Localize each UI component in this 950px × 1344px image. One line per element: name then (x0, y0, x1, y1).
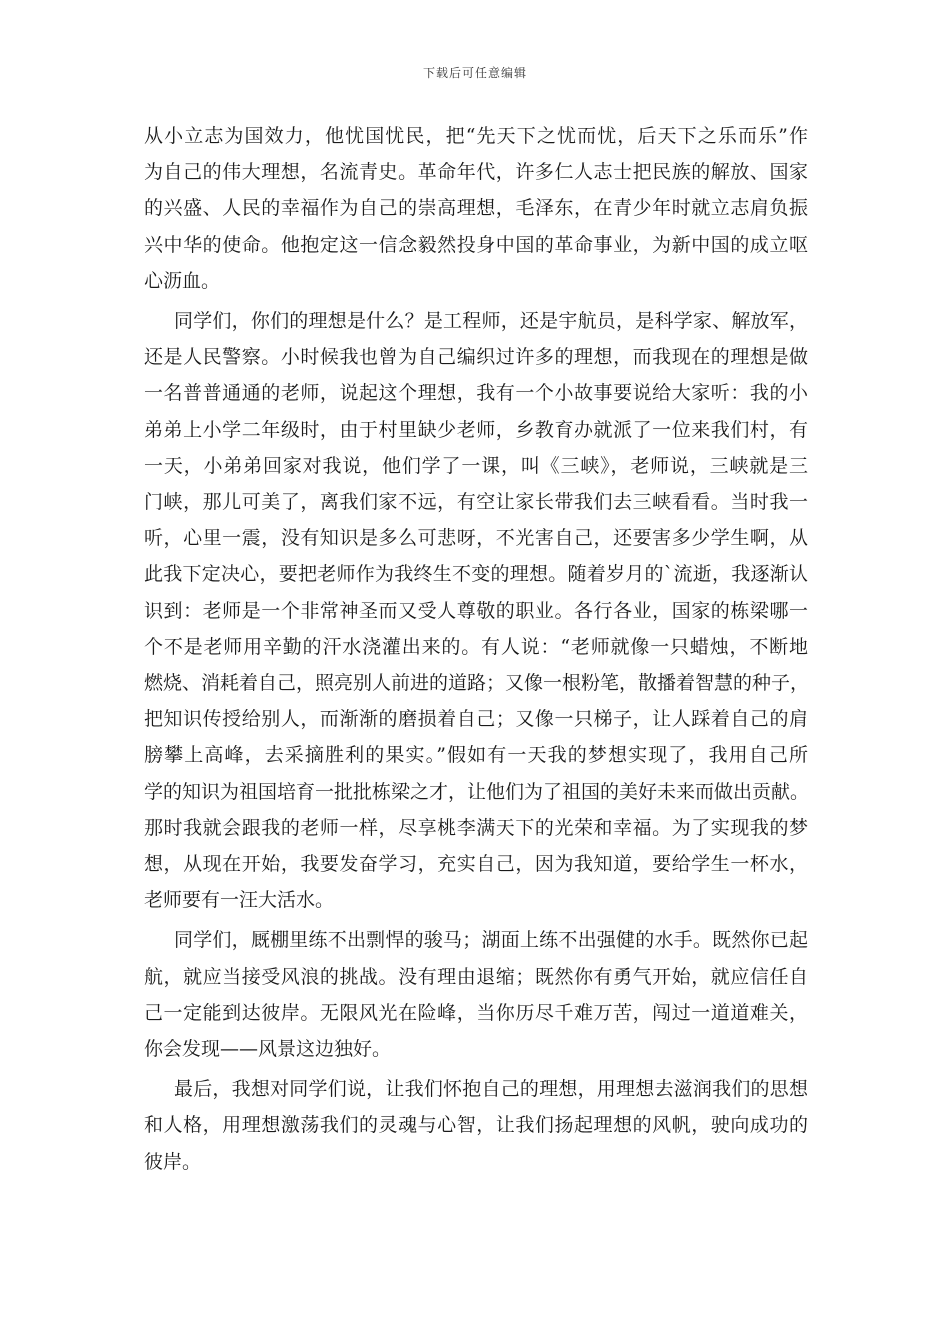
text-line: 航，就应当接受风浪的挑战。没有理由退缩；既然你有勇气开始，就应信任自 (144, 965, 808, 988)
text-line: 弟弟上小学二年级时，由于村里缺少老师，乡教育办就派了一位来我们村，有 (144, 418, 808, 441)
text-line: 彼岸。 (144, 1150, 202, 1173)
text-line: 学的知识为祖国培育一批批栋梁之才，让他们为了祖国的美好未来而做出贡献。 (144, 780, 810, 803)
text-line: 最后，我想对同学们说，让我们怀抱自己的理想，用理想去滋润我们的思想 (174, 1078, 808, 1101)
text-line: 想，从现在开始，我要发奋学习，充实自己，因为我知道，要给学生一杯水， (144, 853, 808, 876)
paragraph-1 (144, 118, 808, 299)
text-line: 此我下定决心，要把老师作为我终生不变的理想。随着岁月的`流逝，我逐渐认 (144, 563, 808, 586)
text-line: 你会发现——风景这边独好。 (144, 1038, 392, 1061)
text-line: 那时我就会跟我的老师一样，尽享桃李满天下的光荣和幸福。为了实现我的梦 (144, 816, 808, 839)
text-line: 老师要有一汪大活水。 (144, 889, 335, 912)
text-line: 兴中华的使命。他抱定这一信念毅然投身中国的革命事业，为新中国的成立呕 (144, 233, 808, 256)
paragraph-3 (144, 922, 808, 1067)
text-line: 己一定能到达彼岸。无限风光在险峰，当你历尽千难万苦，闯过一道道难关， (144, 1001, 808, 1024)
paragraph-2 (144, 303, 808, 918)
text-line: 一名普普通通的老师，说起这个理想，我有一个小故事要说给大家听：我的小 (144, 382, 808, 405)
text-line: 还是人民警察。小时候我也曾为自己编织过许多的理想，而我现在的理想是做 (144, 346, 808, 369)
text-line: 膀攀上高峰，去采摘胜利的果实。”假如有一天我的梦想实现了，我用自己所 (144, 744, 808, 767)
page-header: 下载后可任意编辑 (422, 66, 527, 80)
text-line: 从小立志为国效力，他忧国忧民，把“先天下之忧而忧，后天下之乐而乐”作 (144, 125, 808, 147)
text-line: 同学们，你们的理想是什么？是工程师，还是宇航员，是科学家、解放军， (174, 310, 808, 333)
text-line: 和人格，用理想激荡我们的灵魂与心智，让我们扬起理想的风帆，驶向成功的 (144, 1114, 808, 1137)
text-line: 一天，小弟弟回家对我说，他们学了一课，叫《三峡》，老师说，三峡就是三 (144, 454, 808, 477)
text-line: 识到：老师是一个非常神圣而又受人尊敬的职业。各行各业，国家的栋梁哪一 (144, 599, 808, 622)
text-line: 为自己的伟大理想，名流青史。革命年代，许多仁人志士把民族的解放、国家 (144, 161, 808, 184)
text-line: 听，心里一震，没有知识是多么可悲呀，不光害自己，还要害多少学生啊，从 (144, 527, 808, 550)
text-line: 的兴盛、人民的幸福作为自己的崇高理想，毛泽东，在青少年时就立志肩负振 (144, 197, 808, 220)
paragraph-4 (144, 1071, 808, 1180)
text-line: 心沥血。 (144, 269, 221, 292)
text-line: 把知识传授给别人，而渐渐的磨损着自己；又像一只梯子，让人踩着自己的肩 (144, 708, 808, 731)
document-body (144, 118, 808, 1180)
text-line: 燃烧、消耗着自己，照亮别人前进的道路；又像一根粉笔，散播着智慧的种子， (144, 672, 810, 695)
text-line: 个不是老师用辛勤的汗水浇灌出来的。有人说：“老师就像一只蜡烛，不断地 (144, 635, 808, 658)
text-line: 门峡，那儿可美了，离我们家不远，有空让家长带我们去三峡看看。当时我一 (144, 491, 808, 514)
text-line: 同学们，厩棚里练不出剽悍的骏马；湖面上练不出强健的水手。既然你已起 (174, 929, 808, 952)
